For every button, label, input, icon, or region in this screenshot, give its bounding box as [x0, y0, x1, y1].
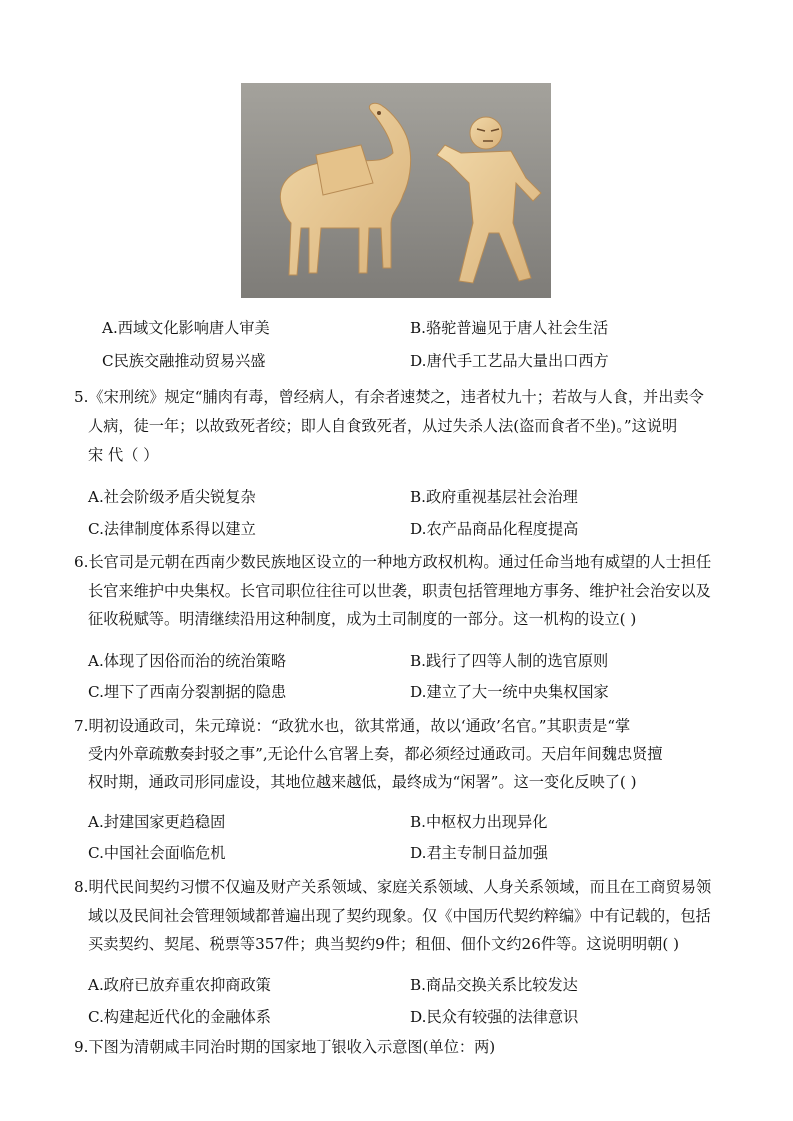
q7-option-d[interactable]: D.君主专制日益加强: [410, 844, 548, 862]
q6-option-d[interactable]: D.建立了大一统中央集权国家: [410, 683, 609, 701]
q6-stem-line-3: 征收税赋等。明清继续沿用这种制度，成为土司制度的一部分。这一机构的设立( ): [88, 610, 637, 628]
camel-and-figurine-photo: [241, 83, 551, 298]
q7-stem-line-3: 权时期，通政司形同虚设，其地位越来越低，最终成为“闲署”。这一变化反映了( ): [88, 773, 637, 791]
q6-stem-line-1: 6.长官司是元朝在西南少数民族地区设立的一种地方政权机构。通过任命当地有威望的人士担任: [74, 553, 712, 571]
q4-option-a[interactable]: A.西域文化影响唐人审美: [102, 319, 270, 337]
q7-option-c[interactable]: C.中国社会面临危机: [88, 844, 226, 862]
q6-stem-line-2: 长官来维护中央集权。长官司职位往往可以世袭，职责包括管理地方事务、维护社会治安以及: [88, 582, 711, 600]
q8-stem-line-2: 域以及民间社会管理领域都普遍出现了契约现象。仅《中国历代契约粹编》中有记载的，包括: [88, 907, 711, 925]
q5-stem-line-2: 人病，徒一年；以故致死者绞；即人自食致死者，从过失杀人法(盗而食者不坐)。”这说明: [88, 417, 678, 435]
q4-option-b[interactable]: B.骆驼普遍见于唐人社会生活: [410, 319, 609, 337]
q7-option-b[interactable]: B.中枢权力出现异化: [410, 813, 548, 831]
q4-option-d[interactable]: D.唐代手工艺品大量出口西方: [410, 352, 609, 370]
q7-stem-line-2: 受内外章疏敷奏封驳之事”,无论什么官署上奏，都必须经过通政司。天启年间魏忠贤擅: [88, 745, 663, 763]
q5-stem-line-1: 5.《宋刑统》规定“脯肉有毒，曾经病人，有余者速焚之，违者杖九十；若故与人食，并出卖令: [74, 388, 704, 406]
q6-option-c[interactable]: C.埋下了西南分裂割据的隐患: [88, 683, 287, 701]
q6-option-b[interactable]: B.践行了四等人制的选官原则: [410, 652, 609, 670]
q8-option-a[interactable]: A.政府已放弃重农抑商政策: [88, 976, 271, 994]
q5-option-a[interactable]: A.社会阶级矛盾尖锐复杂: [88, 488, 256, 506]
q7-stem-line-1: 7.明初设通政司，朱元璋说：“政犹水也，欲其常通，故以‘通政’名官。”其职责是“掌: [74, 717, 631, 735]
q5-option-d[interactable]: D.农产品商品化程度提高: [410, 520, 579, 538]
q4-option-c[interactable]: C民族交融推动贸易兴盛: [102, 352, 266, 370]
q8-option-b[interactable]: B.商品交换关系比较发达: [410, 976, 578, 994]
q6-option-a[interactable]: A.体现了因俗而治的统治策略: [88, 652, 287, 670]
q9-stem-line-1: 9.下图为清朝咸丰同治时期的国家地丁银收入示意图(单位：两): [74, 1038, 496, 1056]
q5-stem-line-3: 宋 代（ ）: [88, 446, 159, 464]
q5-option-c[interactable]: C.法律制度体系得以建立: [88, 520, 256, 538]
q5-option-b[interactable]: B.政府重视基层社会治理: [410, 488, 578, 506]
q8-option-d[interactable]: D.民众有较强的法律意识: [410, 1008, 579, 1026]
q8-option-c[interactable]: C.构建起近代化的金融体系: [88, 1008, 271, 1026]
q8-stem-line-1: 8.明代民间契约习惯不仅遍及财产关系领域、家庭关系领域、人身关系领域，而且在工商贸易领: [74, 878, 712, 896]
q7-option-a[interactable]: A.封建国家更趋稳固: [88, 813, 226, 831]
q8-stem-line-3: 买卖契约、契尾、税票等357件；典当契约9件；租佃、佃仆文约26件等。这说明明朝( ): [88, 935, 680, 953]
